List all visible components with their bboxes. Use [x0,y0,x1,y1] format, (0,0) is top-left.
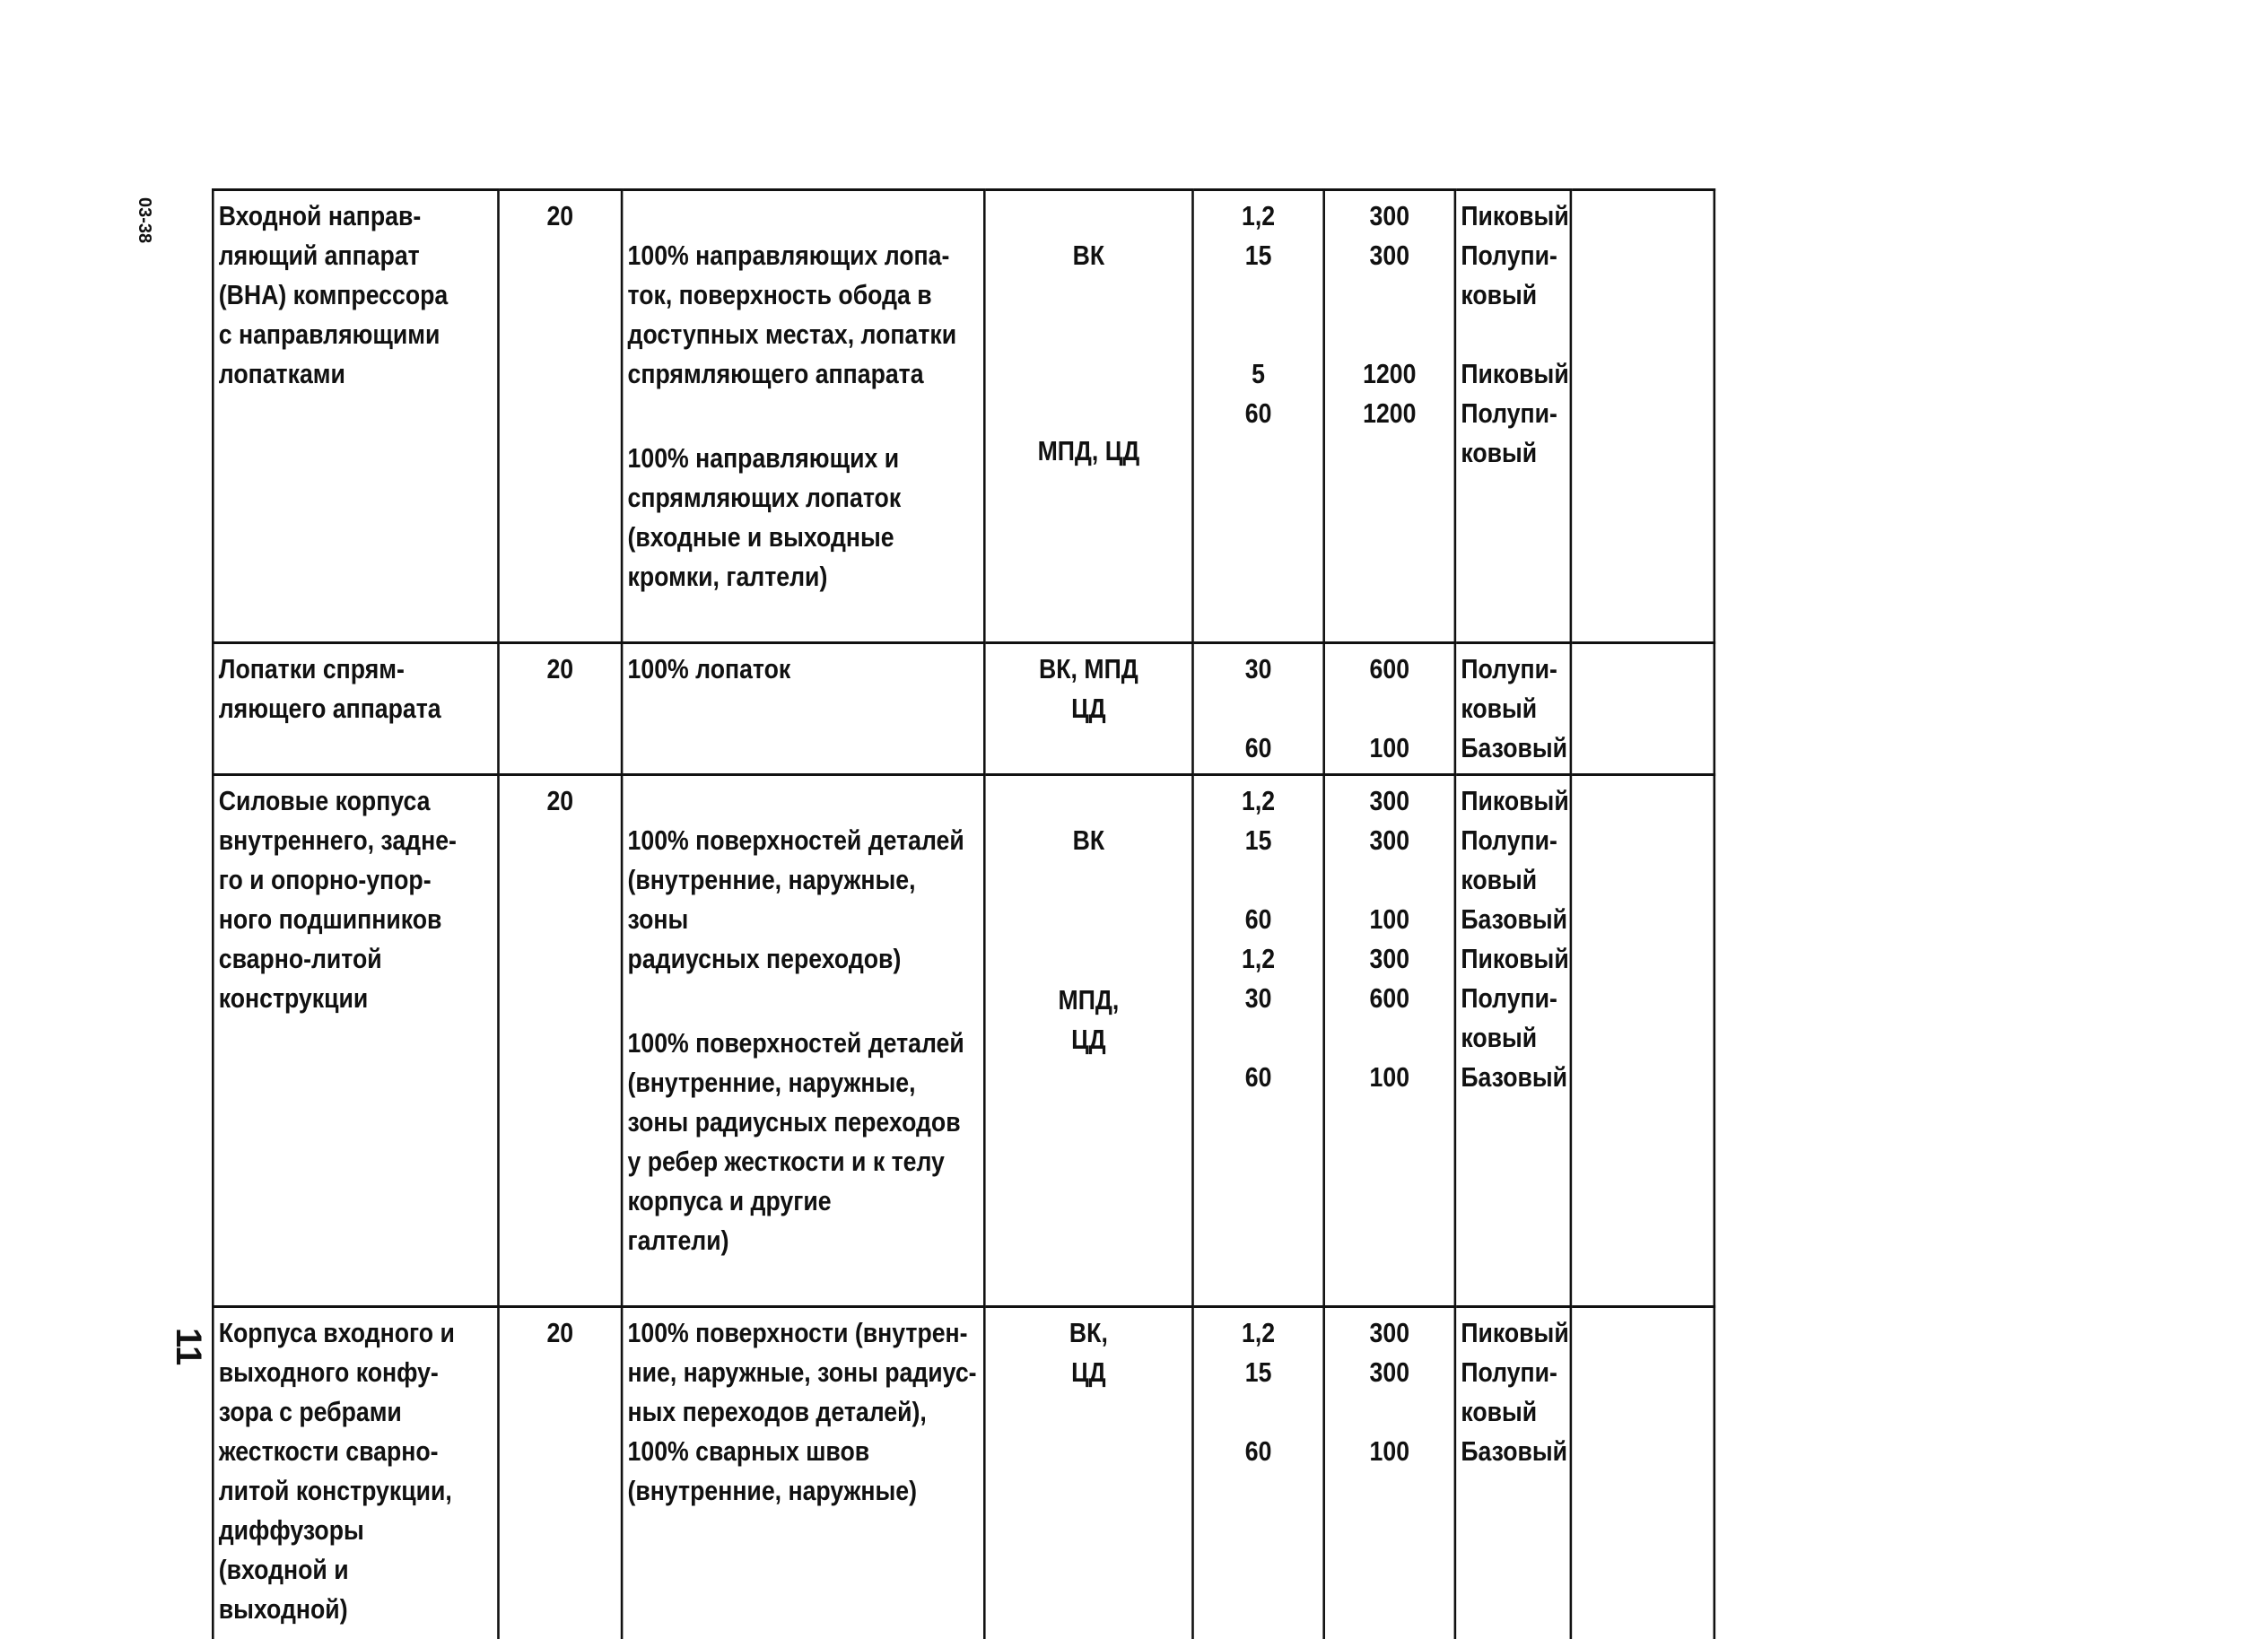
mode-cell: Пиковый Полупи- ковый Пиковый Полупи- ковый [1455,190,1571,643]
param-cell: 1,2 15 5 60 [1192,190,1323,643]
value-cell: 20 [498,643,622,775]
table-row [213,1307,1714,1639]
part-name-cell: Силовые корпуса внутреннего, задне- го и опорно-упор- ного подшипников сварно-литой конструкции [213,775,498,1307]
param-cell: 300 300 1200 1200 [1324,190,1455,643]
part-name-cell: Входной направ- ляющий аппарат (ВНА) компрессора с направляющими лопатками [213,190,498,643]
param-cell: 30 60 [1192,643,1323,775]
scope-text: 100% направляющих и спрямляющих лопаток (входные и выходные кромки, галтели) [627,442,902,592]
method-cell: ВК, МПД ЦД [984,643,1192,775]
inspection-table [212,188,1715,1639]
page-number: 11 [169,1328,208,1366]
param-cell: 600 100 [1324,643,1455,775]
param-cell: 300 300 100 [1324,1307,1455,1639]
scope-text: 100% поверхностей деталей (внутренние, наружные, зоны радиусных переходов у ребер жесткости и к телу корпуса и другие галтели) [627,1027,964,1256]
method-text: ВК [1072,240,1105,271]
scope-cell [622,775,984,1307]
method-cell: ВК, ЦД [984,1307,1192,1639]
scope-text: 100% направляющих лопа- ток, поверхность обода в доступных местах, лопатки спрямляющего аппарата [627,240,957,389]
empty-cell [1571,775,1714,1307]
scope-cell: 100% поверхности (внутрен- ние, наружные, зоны радиус- ных переходов деталей), 100% сварных швов (внутренние, наружные) [622,1307,984,1639]
mode-cell: Пиковый Полупи- ковый Базовый Пиковый Полупи- ковый Базовый [1455,775,1571,1307]
param-cell: 300 300 100 300 600 100 [1324,775,1455,1307]
table-row [213,775,1714,1307]
part-name-cell: Лопатки спрям- ляющего аппарата [213,643,498,775]
table-row [213,643,1714,775]
param-cell: 1,2 15 60 1,2 30 60 [1192,775,1323,1307]
empty-cell [1571,1307,1714,1639]
param-cell: 1,2 15 60 [1192,1307,1323,1639]
empty-cell [1571,190,1714,643]
scope-cell [622,190,984,643]
value-cell: 20 [498,190,622,643]
value-cell: 20 [498,1307,622,1639]
empty-cell [1571,643,1714,775]
method-text: МПД, ЦД [1037,435,1140,466]
document-code: 03-38 [135,197,154,244]
scope-text: 100% поверхностей деталей (внутренние, наружные, зоны радиусных переходов) [627,824,964,974]
method-text: МПД, ЦД [1058,984,1120,1055]
table-row [213,190,1714,643]
scope-cell: 100% лопаток [622,643,984,775]
mode-cell: Пиковый Полупи- ковый Базовый [1455,1307,1571,1639]
method-cell [984,190,1192,643]
value-cell: 20 [498,775,622,1307]
method-text: ВК [1072,824,1105,856]
part-name-cell: Корпуса входного и выходного конфу- зора с ребрами жесткости сварно- литой конструкции, диффузоры (входной и выходной) [213,1307,498,1639]
method-cell [984,775,1192,1307]
mode-cell: Полупи- ковый Базовый [1455,643,1571,775]
